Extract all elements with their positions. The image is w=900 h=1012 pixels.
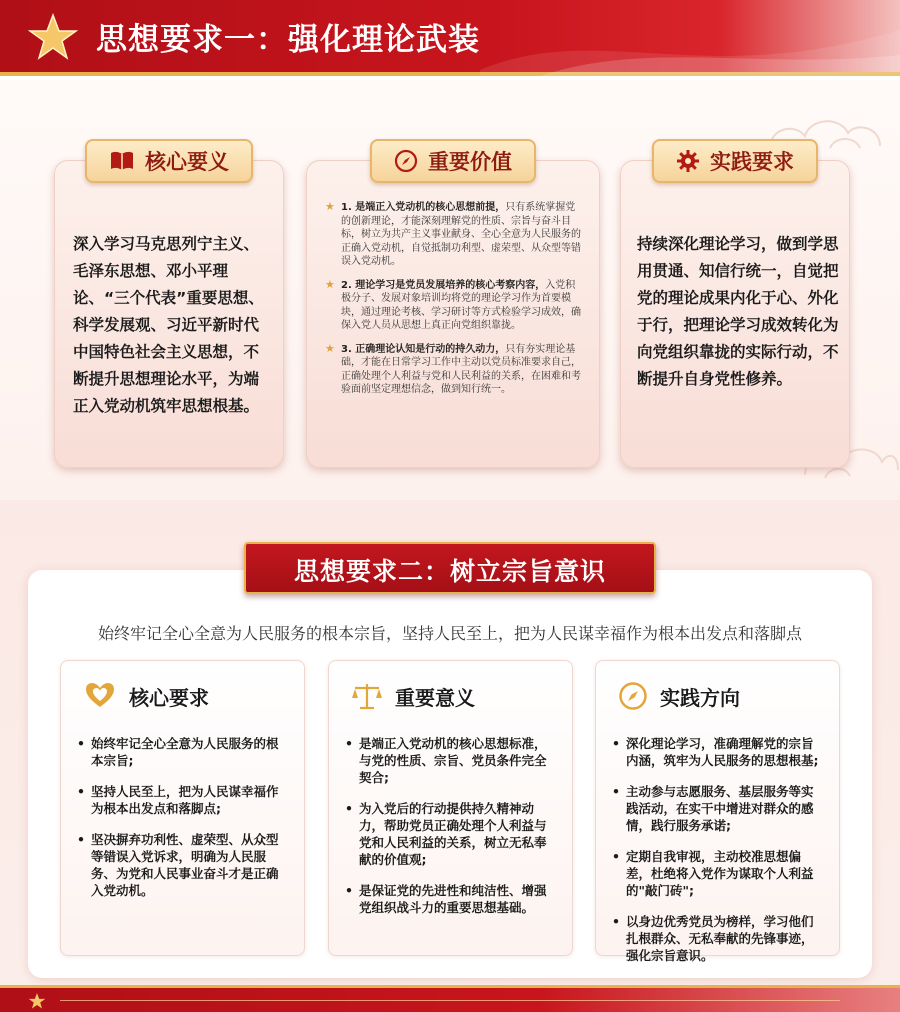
book-icon bbox=[109, 150, 135, 172]
card-text: 持续深化理论学习，做到学思用贯通、知信行统一，自觉把党的理论成果内化于心、外化于行，把理论学习成效转化为向党组织靠拢的实际行动，不断提升自身党性修养。 bbox=[637, 235, 839, 388]
list-item: • 深化理论学习，准确理解党的宗旨内涵，筑牢为人民服务的思想根基; bbox=[626, 735, 823, 769]
card-label: 核心要义 bbox=[145, 150, 229, 174]
list-item: • 坚持人民至上，把为人民谋幸福作为根本出发点和落脚点; bbox=[91, 783, 288, 817]
list-item: • 定期自我审视，主动校准思想偏差，杜绝将入党作为谋取个人利益的"敲门砖"; bbox=[626, 848, 823, 899]
card-header bbox=[618, 681, 740, 711]
item-heading: 1. 是端正入党动机的核心思想前提， bbox=[341, 202, 506, 213]
header-wave-decoration bbox=[480, 0, 900, 76]
page-title: 思想要求一：强化理论武装 bbox=[96, 22, 480, 58]
core-meaning-card bbox=[54, 150, 284, 468]
list-item bbox=[325, 200, 585, 269]
item-heading: 3. 正确理论认知是行动的持久动力， bbox=[341, 343, 506, 355]
list-item bbox=[325, 341, 585, 397]
list-item: • 是端正入党动机的核心思想标准，与党的性质、宗旨、党员条件完全契合; bbox=[359, 735, 556, 786]
practice-requirement-card bbox=[620, 150, 850, 468]
compass-icon bbox=[618, 681, 648, 711]
heart-hands-icon bbox=[83, 681, 117, 711]
card-label: 重要意义 bbox=[395, 685, 475, 710]
practice-requirement-tag bbox=[652, 139, 818, 183]
list-item: • 坚决摒弃功利性、虚荣型、从众型等错误入党诉求，明确为人民服务、为党和人民事业奋斗才是正确入党动机。 bbox=[91, 831, 288, 899]
list-item: • 始终牢记全心全意为人民服务的根本宗旨; bbox=[91, 735, 288, 769]
section-2-title: 思想要求二：树立宗旨意识 bbox=[293, 557, 606, 586]
footer-line bbox=[60, 1000, 840, 1001]
item-text: 只有夯实理论基础，才能在日常学习工作中主动以党员标准要求自己，正确处理个人利益与党和人民利益的关系，在困难和考验面前坚定理想信念，做到知行统一。 bbox=[341, 343, 581, 395]
card-label: 实践方向 bbox=[660, 685, 740, 710]
list-item: • 是保证党的先进性和纯洁性、增强党组织战斗力的重要思想基础。 bbox=[359, 882, 556, 916]
important-value-tag bbox=[370, 139, 536, 183]
star-icon bbox=[28, 12, 78, 66]
item-text: 只有系统掌握党的创新理论，才能深刻理解党的性质、宗旨与奋斗目标，树立为共产主义事业献身、全心全意为人民服务的正确入党动机，自觉抵制功利型、虚荣型、从众型等错误入党动机。 bbox=[341, 202, 581, 267]
list-item: • 以身边优秀党员为榜样，学习他们扎根群众、无私奉献的先锋事迹，强化宗旨意识。 bbox=[626, 913, 823, 964]
list-item: • 为入党后的行动提供持久精神动力，帮助党员正确处理个人利益与党和人民利益的关系，树立无私奉献的价值观; bbox=[359, 800, 556, 868]
core-meaning-tag bbox=[85, 139, 253, 183]
core-requirement-card bbox=[60, 660, 305, 956]
card-header bbox=[83, 681, 209, 711]
item-heading: 2. 理论学习是党员发展培养的核心考察内容， bbox=[341, 279, 546, 291]
star-bullet-icon: ★ bbox=[325, 341, 335, 355]
page-header bbox=[0, 0, 900, 76]
page-footer bbox=[0, 985, 900, 1012]
card-label: 实践要求 bbox=[710, 150, 794, 174]
item-text: 入党积极分子、发展对象培训均将党的理论学习作为首要模块，通过理论考核、学习研讨等方式检验学习成效，确保入党人员从思想上真正向党组织靠拢。 bbox=[341, 279, 581, 331]
gear-icon bbox=[676, 149, 700, 173]
importance-list bbox=[359, 735, 556, 930]
list-item: • 主动参与志愿服务、基层服务等实践活动，在实干中增进对群众的感情，践行服务承诺; bbox=[626, 783, 823, 834]
card-label: 核心要求 bbox=[129, 685, 209, 710]
practice-list bbox=[626, 735, 823, 978]
star-bullet-icon: ★ bbox=[325, 200, 335, 213]
importance-card bbox=[328, 660, 573, 956]
star-icon bbox=[28, 992, 46, 1012]
card-header bbox=[351, 681, 475, 711]
scales-icon bbox=[351, 681, 383, 711]
list-item bbox=[325, 277, 585, 333]
section-2-banner bbox=[244, 542, 656, 594]
card-label: 重要价值 bbox=[428, 150, 512, 174]
value-list bbox=[325, 200, 585, 407]
card-text: 深入学习马克思列宁主义、毛泽东思想、邓小平理论、“三个代表”重要思想、科学发展观、习近平新时代中国特色社会主义思想，不断提升思想理论水平，为端正入党动机筑牢思想根基。 bbox=[73, 235, 264, 415]
star-bullet-icon: ★ bbox=[325, 277, 335, 291]
practice-direction-card bbox=[595, 660, 840, 963]
requirement-list bbox=[91, 735, 288, 913]
important-value-card bbox=[306, 150, 600, 468]
compass-icon bbox=[394, 149, 418, 173]
section-2-subtitle: 始终牢记全心全意为人民服务的根本宗旨，坚持人民至上，把为人民谋幸福作为根本出发点和落脚点 bbox=[97, 624, 802, 643]
